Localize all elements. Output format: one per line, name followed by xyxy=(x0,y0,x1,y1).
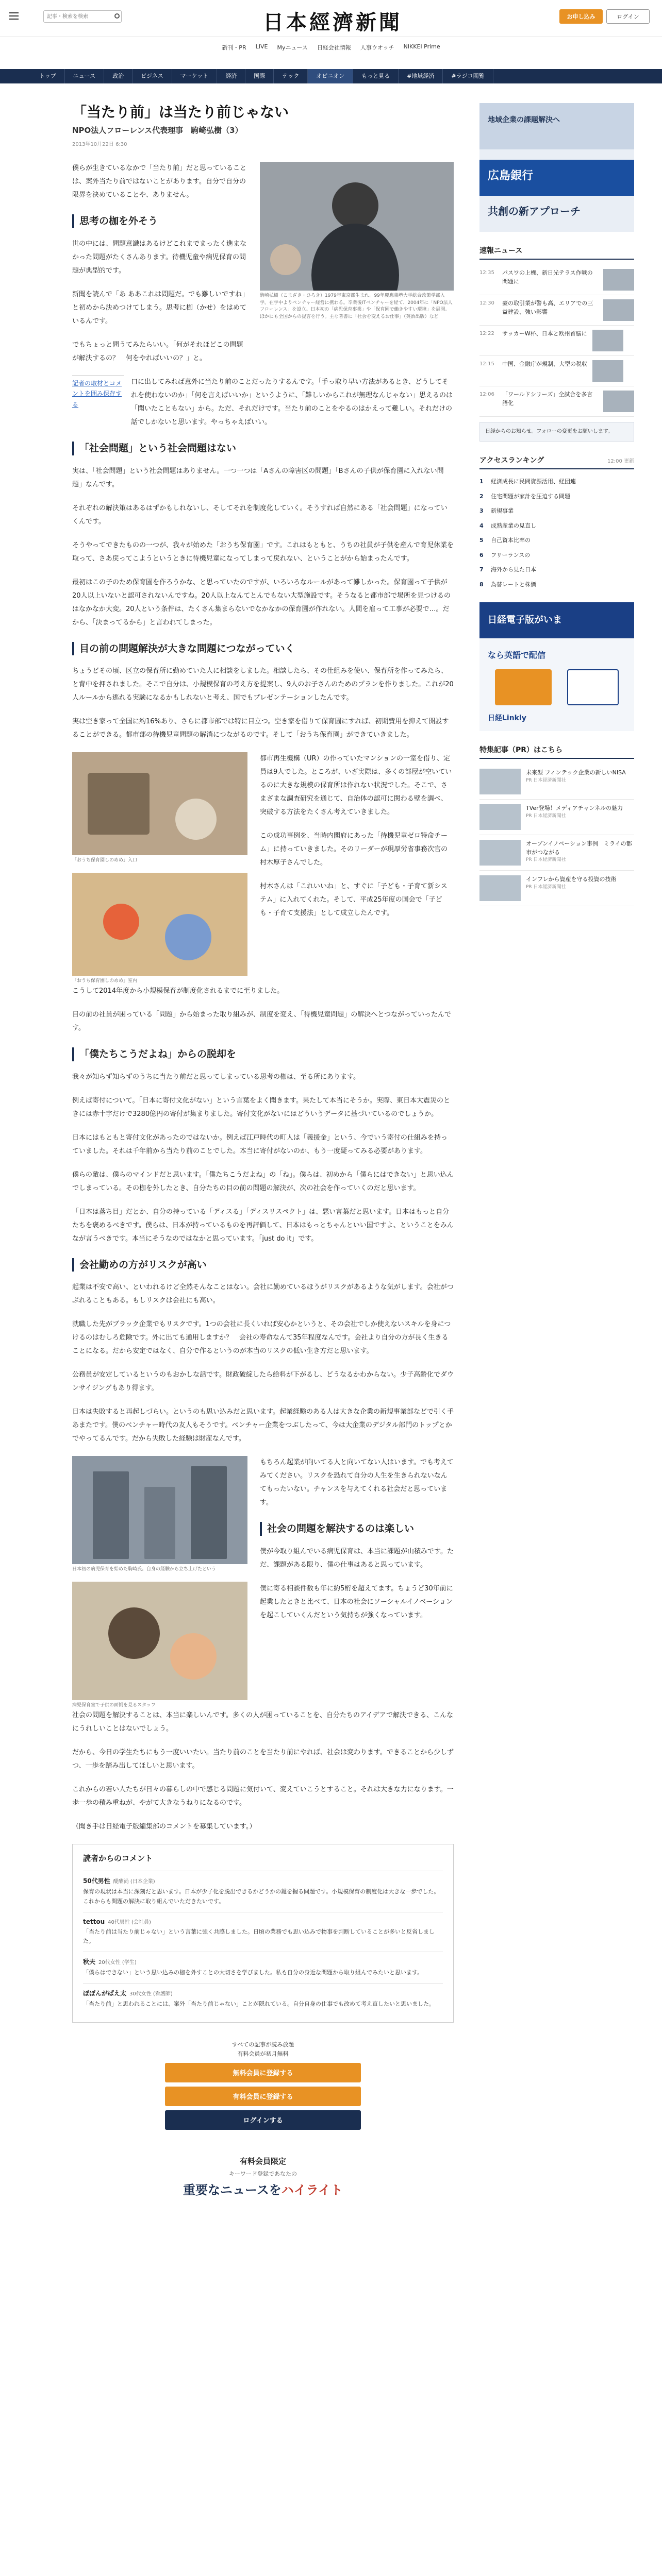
comment-text: 「当たり前」と思われることには、案外「当たり前じゃない」ことが隠れている。自分自身の仕事でも改めて考え直したいと思いました。 xyxy=(83,2000,435,2007)
nav-item-more[interactable]: もっと見る xyxy=(353,69,399,83)
ranking-item[interactable]: 4 成熟産業の見直し xyxy=(479,519,634,534)
cta-note: 有料会員が初月無料 xyxy=(237,2050,289,2058)
photo-caption: 「おうち保育園しのめめ」室内 xyxy=(72,978,138,984)
pr-thumbnail xyxy=(479,840,521,866)
paragraph: 例えば寄付について。「日本に寄付文化がない」という言葉をよく聞きます。果たして本当にそうか。実際、東日本大震災のときには赤十字だけで3280億円の寄付が集まりました。寄付文化がないにはどういうデータに基づいているのでしょうか。 xyxy=(72,1096,450,1118)
ranking-item[interactable]: 6 フリーランスの xyxy=(479,548,634,563)
comment-text: 保育の現状は本当に深刻だと思います。日本が少子化を脱出できるかどうかの鍵を握る問題です。小規模保育の制度化は大きな一歩でした。これからも問題の解決に取り組んでいただきたいです。 xyxy=(83,1888,440,1905)
cta-login-button[interactable]: ログインする xyxy=(165,2110,361,2130)
nav-item-business[interactable]: ビジネス xyxy=(133,69,172,83)
pr-thumbnail xyxy=(479,875,521,901)
news-text[interactable]: 豪の取引業が警も高、エリアでの三益建設、強い影響 xyxy=(502,300,593,315)
ranking-text[interactable]: 住宅問題が家計を圧迫する問題 xyxy=(491,493,570,500)
comment-item xyxy=(83,1912,443,1952)
nav-item-world[interactable]: 国際 xyxy=(245,69,274,83)
nursery-entrance-photo xyxy=(72,752,247,855)
paragraph: でもちょっと問うてみたらいい。「何がそれほどこの問題が解決するの？ 何をやればいいの？」と。 xyxy=(72,341,243,362)
paid-big-text: 重要なニュースを xyxy=(183,2182,282,2197)
ranking-updated: 12:00 更新 xyxy=(607,459,634,464)
photo-caption: 「おうち保育園しのめめ」入口 xyxy=(72,858,138,863)
paragraph: 日本は失敗すると再起しづらい。というのも思い込みだと思います。起業経験のある人は大きな企業の新規事業部などで引く手あまたです。僕のベンチャー時代の友人もそうです。ベンチャー企業をつぶしたって、今は大企業のデジタル部門のトップとかでやってるんです。だから失敗した経験は財産なんです。 xyxy=(72,1408,454,1443)
pr-heading: 特集記事（PR）はこちら xyxy=(479,744,634,759)
paragraph: 僕らの敵は、僕らのマインドだと思います。「僕たちこうだよね」の「ね」。僕らは、初めから「僕らにはできない」と思い込んでしまっている。その枷を外したとき、自分たちの目の前の問題の解決が、次の社会を作っていくのだと思います。 xyxy=(72,1171,454,1192)
subscribe-button[interactable]: お申し込み xyxy=(559,9,603,24)
paragraph: 目の前の社員が困っている「問題」から始まった取り組みが、制度を変え、「待機児童問題」の解決へとつながっていったんです。 xyxy=(72,1011,452,1032)
paragraph: 我々が知らず知らずのうちに当たり前だと思ってしまっている思考の枷は、至る所にあります。 xyxy=(72,1073,360,1081)
comment-author[interactable]: 秋夫 xyxy=(83,1958,96,1966)
news-text[interactable]: サッカーW杯、日本と欧州首脳に xyxy=(502,330,587,337)
ad-brand: 広島銀行 xyxy=(488,170,534,182)
hamburger-menu-icon[interactable] xyxy=(9,12,19,20)
photo-caption: 駒崎弘樹（こまざき・ひろき）1979年東京都生まれ。99年慶應義塾大学総合政策学部入学。在学中よりベンチャー経営に携わる。卒業後ITベンチャーを経て、2004年に「NPO法人フローレンス」を設立。日本初の「病児保育事業」や「保育園で働きやすい環境」を展開。ほかにも全国からの提言を行う。主な著書に「社会を変えるお仕事」（英治出版）など xyxy=(260,293,453,319)
ranking-text[interactable]: フリーランスの xyxy=(491,551,531,558)
news-thumbnail xyxy=(603,391,634,412)
nav-item-market[interactable]: マーケット xyxy=(172,69,217,83)
news-thumbnail xyxy=(592,360,623,382)
comment-item xyxy=(83,1952,443,1983)
top-header xyxy=(0,0,662,37)
search-input[interactable] xyxy=(43,10,122,23)
related-link[interactable]: 記者の取材とコメントを囲み保存する xyxy=(72,376,124,429)
ad-subtitle: なら英語で配信 xyxy=(488,650,546,660)
paragraph: 実は空き家って全国に約16%あり、さらに都市部では特に目立つ。空き家を借りて保育園にすれば、初期費用を抑えて開設することができる。都市部の待機児童問題の解消につながるのです。そして「おうち保育園」ができていきました。 xyxy=(72,718,449,739)
author-photo xyxy=(260,162,454,291)
news-text[interactable]: 中国、金融庁が規制、大型の税収 xyxy=(502,361,587,367)
ranking-heading xyxy=(479,455,634,469)
comment-author[interactable]: tettou xyxy=(83,1918,105,1925)
paragraph: 就職した先がブラック企業でもリスクです。1つの会社に長くいれば安心かというと、その会社でしか使えないスキルを身につけるのはむしろ危険です。外に出ても通用しますか？ 会社の寿命なんて35年程度なんです。会社より自分の方が長く生きることになる。だから安定ではなく、自分で作るというのが本当のリスクの低い生き方だと思います。 xyxy=(72,1320,451,1355)
paragraph: 僕が今取り組んでいる病児保育は、本当に課題が山積みです。ただ、課題がある限り、僕の仕事はあると思っています。 xyxy=(260,1547,454,1569)
subnav-item[interactable]: 日経会社情報 xyxy=(317,44,351,51)
pr-text[interactable]: インフレから資産を守る投資の技術 xyxy=(526,876,617,883)
comment-meta: 40代男性 (会社員) xyxy=(108,1919,151,1925)
news-item[interactable] xyxy=(479,326,634,356)
reader-comments xyxy=(72,1844,454,2023)
news-heading: 速報ニュース xyxy=(479,245,634,260)
pr-text[interactable]: オープンイノベーション事例 ミライの都市がつながる xyxy=(526,840,632,856)
subnav-item[interactable]: LIVE xyxy=(255,43,268,50)
ad-brand: 日経Linkly xyxy=(488,714,526,722)
main-navigation xyxy=(0,69,662,83)
login-button[interactable]: ログイン xyxy=(606,9,650,24)
paid-signup-button[interactable]: 有料会員に登録する xyxy=(165,2087,361,2106)
nav-item-regional[interactable]: #地域経済 xyxy=(399,69,443,83)
pr-thumbnail xyxy=(479,769,521,794)
lead-paragraph: 僕らが生きているなかで「当たり前」だと思っていることは、案外当たり前ではないことがあります。自分で自分の限界を決めていることや、ありません。 xyxy=(72,164,247,199)
pr-item[interactable] xyxy=(479,835,634,871)
pr-source: PR 日本経済新聞社 xyxy=(526,777,566,783)
nav-item-politics[interactable]: 政治 xyxy=(104,69,133,83)
section-heading: 思考の枷を外そう xyxy=(72,214,247,228)
nav-item-news[interactable]: ニュース xyxy=(65,69,104,83)
news-time: 12:22 xyxy=(479,331,494,336)
pr-text[interactable]: TVer登場！メディアチャンネルの魅力 xyxy=(526,805,623,811)
pr-text[interactable]: 未来型 フィンテック企業の新しいNISA xyxy=(526,769,626,776)
paragraph: 実は、「社会問題」という社会問題はありません。一つ一つは「Aさんの障害区の問題」「Bさんの子供が保育園に入れない問題」なんです。 xyxy=(72,467,444,488)
paragraph: 「日本は落ち目」だとか、自分の持っている「ディスる」「ディスリスペクト」は、悪い言葉だと思います。日本はもっと自分たちを褒めるべきです。僕らは、日本が持っているものを再評価して、日本はもっとちゃんといい国ですよ、ということをみんなが言うべきです。本当にそうなのではなかと思っています。「just do it」です。 xyxy=(72,1208,454,1243)
ad-title: 地域企業の課題解決へ xyxy=(488,116,560,124)
subnav-item[interactable]: 新刊・PR xyxy=(222,44,246,51)
pr-item[interactable] xyxy=(479,800,634,835)
search-icon[interactable] xyxy=(114,13,120,19)
free-signup-button[interactable]: 無料会員に登録する xyxy=(165,2063,361,2082)
paragraph: 社会の問題を解決することは、本当に楽しいんです。多くの人が困っていることを、自分たちのアイデアで解決できる、こんなにうれしいことはないでしょう。 xyxy=(72,1711,454,1733)
paragraph: 公務員が安定しているというのもおかしな話です。財政破綻したら給料が下がるし、どうなるかわからない。少子高齢化でダウンサイジングもあり得ます。 xyxy=(72,1371,454,1393)
paragraph: この成功事例を、当時内閣府にあった「待機児童ゼロ特命チーム」に持っていきました。そのリーダーが現厚労省事務次官の村木厚子さんでした。 xyxy=(260,832,448,867)
paragraph: 村木さんは「これいいね」と、すぐに「子ども・子育て新システム」に入れてくれた。そして、平成25年度の国会で「子ども・子育て支援法」として成立したんです。 xyxy=(260,883,448,918)
building-photo xyxy=(72,1456,247,1564)
notice-box[interactable]: 日経からのお知らせ。フォローの変更をお願いします。 xyxy=(479,422,634,442)
ranking-text[interactable]: 経済成長に民間資源活用、経団連 xyxy=(491,478,576,485)
news-time: 12:06 xyxy=(479,392,494,397)
ranking-text[interactable]: 新規事業 xyxy=(491,507,514,514)
news-item[interactable] xyxy=(479,265,634,295)
pr-item[interactable] xyxy=(479,871,634,906)
paragraph: （聞き手は日経電子版編集部のコメントを募集しています。） xyxy=(72,1823,256,1831)
section-heading: 「僕たちこうだよね」からの脱却を xyxy=(72,1047,454,1061)
pr-source: PR 日本経済新聞社 xyxy=(526,813,566,819)
article-title: 「当たり前」は当たり前じゃない xyxy=(72,104,289,121)
photo-caption: 日本初の病児保育を始めた駒崎氏。自身の経験から立ち上げたという xyxy=(72,1567,217,1572)
nursery-room-photo xyxy=(72,873,247,976)
nav-item-economy[interactable]: 経済 xyxy=(217,69,245,83)
subnav-item[interactable]: NIKKEI Prime xyxy=(403,43,440,50)
paragraph: 新聞を読んで「あ ああこれは問題だ。でも難しいですね」と初めから決めつけてしまう。思考に枷（かせ）をはめているんです。 xyxy=(72,290,247,325)
paragraph: だから、今日の学生たちにもう一度いいたい。当たり前のことを当たり前にやれば、社会は変わります。できることから少しずつ、一歩を踏み出してほしいと思います。 xyxy=(72,1749,454,1770)
pr-source: PR 日本経済新聞社 xyxy=(526,857,566,862)
childcare-staff-photo xyxy=(72,1582,247,1700)
pr-source: PR 日本経済新聞社 xyxy=(526,884,566,890)
paragraph: 最初はこの子のため保育園を作ろうかな、と思っていたのですが、いろいろなルールがあって難しかった。保育園って子供が20人以上いないと認可されないんですね。20人以上なんてとんでもない大型施設です。そうなると都市部で場所を見つけるのはなかなか大変。20人という条件は、たくさん集まらないでなかなかの保育園が作れない。人間を雇って工事が必要で…。だから、「決まってるから」と言われてしまった。 xyxy=(72,578,451,626)
news-thumbnail xyxy=(603,299,634,321)
nav-item-top[interactable]: トップ xyxy=(31,69,65,83)
news-thumbnail xyxy=(592,330,623,351)
comment-meta: 醍醐尚 (日本企業) xyxy=(113,1879,155,1885)
section-heading: 「社会問題」という社会問題はない xyxy=(72,442,454,455)
paragraph: 都市再生機構（UR）の作っていたマンションの一室を借り、定員は9人でした。ところが、いざ実際は、多くの部屋が空いているのに大きな規模の保育所は作れない状況でした。そこで、さまざまな調査研究を通じて、自治体の認可に関わる壁を調べ、突破する方法をたくさん考えていきました。 xyxy=(260,755,452,817)
paid-member-promo xyxy=(72,2156,454,2198)
news-time: 12:35 xyxy=(479,270,494,276)
paid-highlight-text: ハイライト xyxy=(281,2182,343,2197)
comment-author[interactable]: ぽぽんがぱえ太 xyxy=(83,1989,127,1997)
ad-banner-nikkei[interactable] xyxy=(479,602,634,731)
paragraph: こうして2014年度から小規模保育が制度化されるまでに至りました。 xyxy=(72,987,284,995)
ranking-item[interactable]: 2 住宅問題が家計を圧迫する問題 xyxy=(479,489,634,504)
subnav-item[interactable]: 人事ウオッチ xyxy=(360,44,394,51)
ranking-item[interactable]: 3 新規事業 xyxy=(479,504,634,519)
paragraph: 世の中には、問題意識はあるけどこれまでまったく進まなかった問題がたくさんあります。待機児童や病児保育の問題が典型的です。 xyxy=(72,240,247,275)
paid-label: 有料会員限定 xyxy=(239,2156,286,2166)
pr-thumbnail xyxy=(479,804,521,830)
ranking-item[interactable]: 7 海外から見た日本 xyxy=(479,563,634,578)
article xyxy=(72,103,454,2198)
photo-caption: 病児保育室で子供の面倒を見るスタッフ xyxy=(72,1702,156,1708)
ranking-text[interactable]: 成熟産業の見直し xyxy=(491,522,536,529)
section-heading: 会社勤めの方がリスクが高い xyxy=(72,1258,454,1272)
news-item[interactable] xyxy=(479,295,634,326)
paragraph: 僕に寄る相談件数も年に約5桁を超えてます。ちょうど30年前に起業したときと比べて、日本の社会にソーシャルイノベーションを起こしていくんだという気持ちが強くなっています。 xyxy=(260,1584,453,1619)
ranking-item[interactable]: 8 為替レートと株価 xyxy=(479,578,634,592)
ad-banner-hiroshima[interactable] xyxy=(479,103,634,232)
comment-text: 「僕らはできない」という思い込みの枷を外すことの大切さを学びました。私も自分の身近な問題から取り組んでみたいと思います。 xyxy=(83,1969,423,1976)
comment-meta: 20代女性 (学生) xyxy=(98,1960,137,1966)
nav-item-radiko[interactable]: #ラジコ閲覧 xyxy=(443,69,493,83)
comment-item xyxy=(83,1871,443,1911)
signup-cta xyxy=(72,2040,454,2129)
comment-text: 「当たり前は当たり前じゃない」という言葉に強く共感しました。日頃の業務でも思い込みで物事を判断していることが多いと反省しました。 xyxy=(83,1928,435,1945)
ranking-text[interactable]: 自己資本比率の xyxy=(491,537,531,544)
article-subtitle: NPO法人フローレンス代表理事 駒崎弘樹（3） xyxy=(72,126,243,135)
paragraph: これからの若い人たちが日々の暮らしの中で感じる問題に気付いて、変えていこうとすること。それは大きな力になります。一歩一歩の積み重ねが、やがて大きなうねりになるのです。 xyxy=(72,1786,454,1807)
article-date: 2013年10月22日 6:30 xyxy=(72,142,127,148)
news-text[interactable]: パスワの上機、新日光テラス作戦の問題に xyxy=(502,269,593,285)
ad-title: 日経電子版がいま xyxy=(488,615,562,625)
news-thumbnail xyxy=(603,269,634,291)
paragraph: ちょうどその頃、区立の保育所に勤めていた人に相談をしました。相談したら、その仕組みを使い、保育所を作ってみたら、と背中を押されました。そこで自分は、小規模保育の考え方を提案し、9人のお子さんのためのプランを作りました。これが20人ルールから逃れる実験になるかもしれないと考え、国でもプレゼンテーションしたんです。 xyxy=(72,667,454,702)
news-item[interactable] xyxy=(479,356,634,386)
paragraph: 口に出してみれば意外に当たり前のことだったりするんです。「手っ取り早い方法があるとき、どうしてそれを使わないのか」「何を言えばいいか」というように、「難しいからこれが無理なんじゃない」思えるのは「聞いたこともない」から。ただ、それだけです。当たり前のことをやるのはかえって難しい。それだけの話でしかないと思います。やっちゃえばいい。 xyxy=(131,378,453,426)
comments-heading: 読者からのコメント xyxy=(83,1854,153,1863)
news-text[interactable]: 「ワールドシリーズ」全試合を多言語化 xyxy=(502,391,593,406)
sub-navigation xyxy=(0,43,662,52)
ad-headline: 共創の新アプローチ xyxy=(488,205,581,217)
comment-item xyxy=(83,1983,443,2014)
paragraph: 日本にはもともと寄付文化があったのではないか。例えば江戸時代の町人は「義援金」という、今でいう寄付の仕組みを持っていました。それは千年前から当たり前のことでした。本当に寄付がないのか、もう一度疑ってみる必要があります。 xyxy=(72,1133,448,1155)
ranking-text[interactable]: 海外から見た日本 xyxy=(491,566,536,573)
comment-meta: 30代女性 (看護師) xyxy=(129,1991,173,1997)
section-heading: 社会の問題を解決するのは楽しい xyxy=(260,1522,454,1536)
paid-sub: キーワード登録であなたの xyxy=(229,2170,297,2177)
related-block xyxy=(72,376,454,429)
section-heading: 目の前の問題解決が大きな問題につながっていく xyxy=(72,642,454,656)
ranking-title: アクセスランキング xyxy=(479,456,544,465)
paragraph: それぞれの解決策はあるはずかもしれないし、そしてそれを制度化していく。そうすれば自然にある「社会問題」になっていくんです。 xyxy=(72,504,448,526)
paragraph: そうやってできたものの一つが、我々が始めた「おうち保育園」です。これはもともと、うちの社員が子供を産んで育児休業を取って、さあ戻ってこようというときに待機児童になってしまって戻れない、ということがから始まったんです。 xyxy=(72,541,454,563)
news-time: 12:30 xyxy=(479,300,494,306)
subnav-item[interactable]: Myニュース xyxy=(277,44,308,51)
sidebar xyxy=(479,103,634,906)
news-item[interactable] xyxy=(479,386,634,417)
ranking-item[interactable]: 1 経済成長に民間資源活用、経団連 xyxy=(479,474,634,489)
comment-author[interactable]: 50代男性 xyxy=(83,1877,110,1885)
pr-item[interactable] xyxy=(479,764,634,800)
news-time: 12:15 xyxy=(479,361,494,367)
ranking-text[interactable]: 為替レートと株価 xyxy=(491,581,536,588)
nav-item-opinion[interactable]: オピニオン xyxy=(308,69,353,83)
nav-item-tech[interactable]: テック xyxy=(274,69,308,83)
paragraph: もちろん起業が向いてる人と向いてない人はいます。でも考えてみてください。リスクを恐れて自分の人生を生きられないなんてもったいない。チャンスを与えてくれる社会だと思っています。 xyxy=(260,1459,454,1507)
ranking-item[interactable]: 5 自己資本比率の xyxy=(479,533,634,548)
cta-note: すべての記事が読み放題 xyxy=(231,2041,294,2048)
paragraph: 起業は不安で高い、といわれるけど全然そんなことはない。会社に勤めているほうがリスクがあるような気がします。会社がつぶれることもある。もしリスクは会社にも高い。 xyxy=(72,1283,454,1305)
site-logo[interactable]: 日本經濟新聞 xyxy=(263,10,402,35)
